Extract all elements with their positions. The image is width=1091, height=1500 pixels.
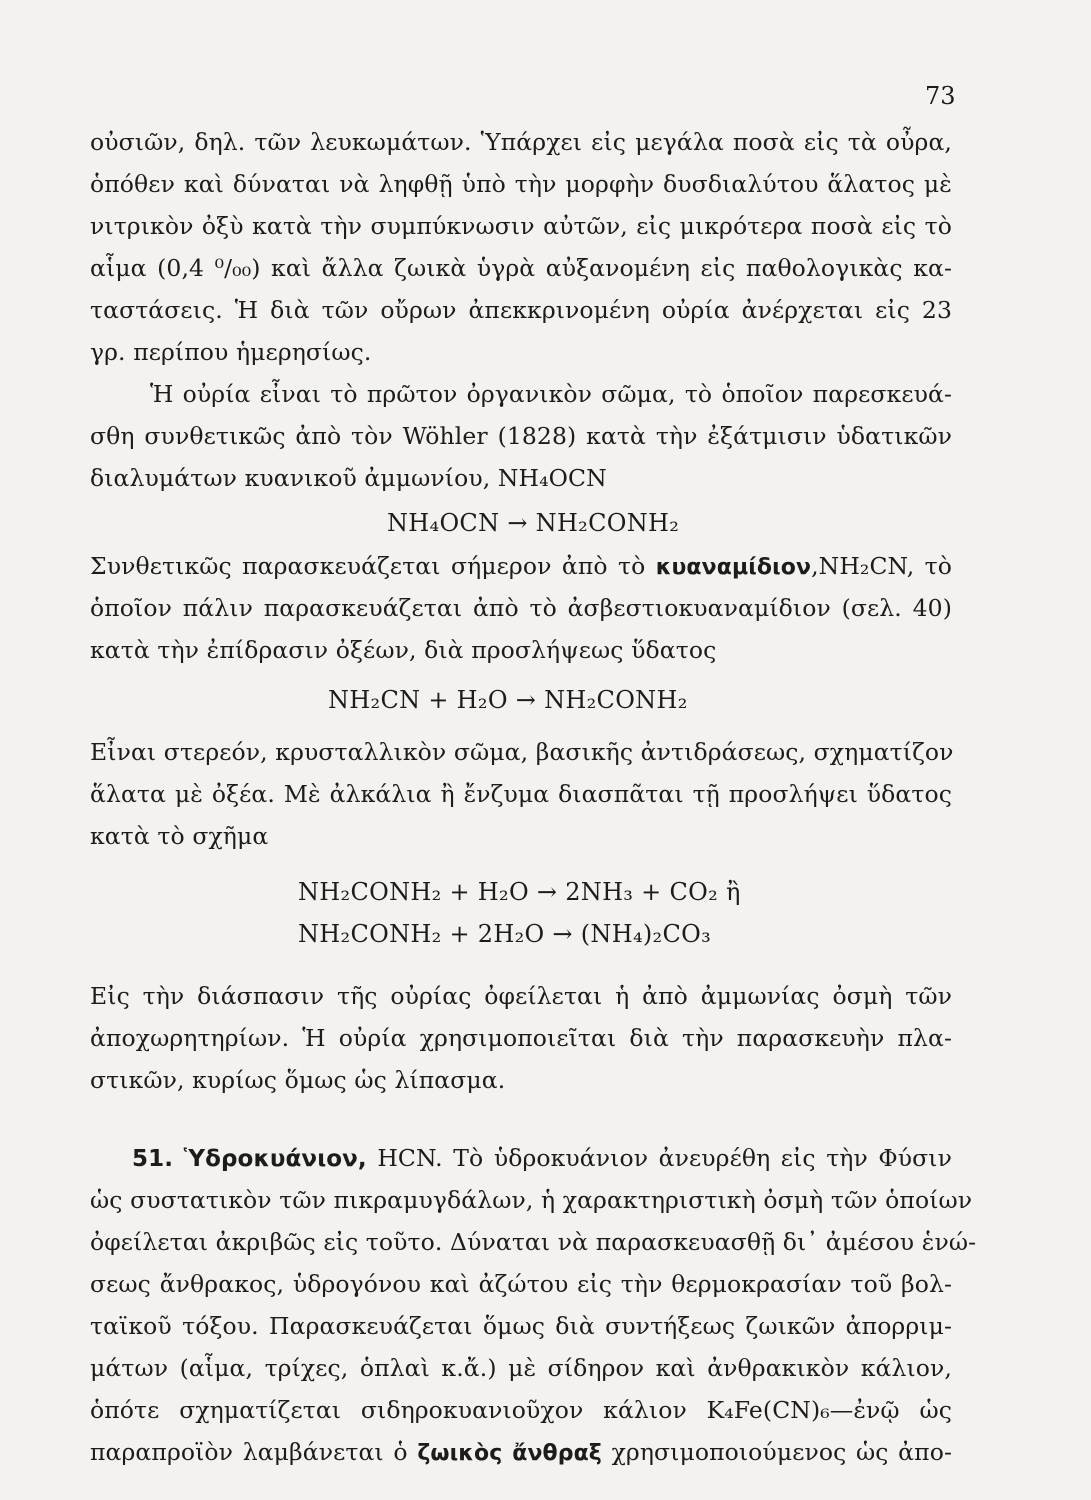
- text-line: Εἶναι στερεόν, κρυσταλλικὸν σῶμα, βασικῆς ἀντιδράσεως, σχηματίζον: [90, 738, 954, 766]
- text-span: Τὸ ὑδροκυάνιον ἀνευρέθη εἰς τὴν Φύσιν: [453, 1144, 952, 1172]
- text-line: σθη συνθετικῶς ἀπὸ τὸν Wöhler (1828) κατὰ τὴν ἐξάτμισιν ὑδατικῶν: [90, 422, 952, 450]
- section-title: Ὑδροκυάνιον,: [183, 1146, 367, 1172]
- text-line: νιτρικὸν ὀξὺ κατὰ τὴν συμπύκνωσιν αὐτῶν, εἰς μικρότερα ποσὰ εἰς τὸ: [90, 212, 952, 240]
- text-line: κατὰ τὸ σχῆμα: [90, 822, 269, 850]
- text-line: ἅλατα μὲ ὀξέα. Μὲ ἀλκάλια ἢ ἔνζυμα διασπᾶται τῇ προσλήψει ὕδατος: [90, 780, 952, 808]
- text-line: ὁπότε σχηματίζεται σιδηροκυανιοῦχον κάλιον K₄Fe(CN)₆—ἐνῷ ὡς: [90, 1396, 952, 1424]
- text-span: Συνθετικῶς παρασκευάζεται σήμερον ἀπὸ τὸ: [90, 552, 646, 580]
- bold-term: κυαναμίδιον: [655, 555, 812, 580]
- section-number: 51.: [132, 1146, 174, 1172]
- text-line: οὐσιῶν, δηλ. τῶν λευκωμάτων. Ὑπάρχει εἰς μεγάλα ποσὰ εἰς τὰ οὖρα,: [90, 128, 952, 156]
- text-line: στικῶν, κυρίως ὅμως ὡς λίπασμα.: [90, 1066, 506, 1094]
- text-line: ὁποῖον πάλιν παρασκευάζεται ἀπὸ τὸ ἀσβεστιοκυαναμίδιον (σελ. 40): [90, 594, 952, 622]
- text-span: παραπροϊὸν λαμβάνεται ὁ: [90, 1438, 408, 1466]
- text-line: [90, 1438, 952, 1466]
- text-line: κατὰ τὴν ἐπίδρασιν ὀξέων, διὰ προσλήψεως ὕδατος: [90, 636, 717, 664]
- text-line: [90, 552, 952, 580]
- text-span: χρησιμοποιούμενος ὡς ἀπο-: [611, 1438, 952, 1466]
- text-line: ὀφείλεται ἀκριβῶς εἰς τοῦτο. Δύναται νὰ παρασκευασθῇ δι᾽ ἀμέσου ἑνώ-: [90, 1228, 977, 1256]
- equation-3: NH₂CONH₂ + H₂O → 2NH₃ + CO₂ ἢ: [298, 878, 741, 906]
- text-line: ταϊκοῦ τόξου. Παρασκευάζεται ὅμως διὰ συντήξεως ζωικῶν ἀπορριμ-: [90, 1312, 952, 1340]
- text-line: ταστάσεις. Ἡ διὰ τῶν οὔρων ἀπεκκρινομένη οὐρία ἀνέρχεται εἰς 23: [90, 296, 952, 324]
- bold-term: ζωικὸς ἄνθραξ: [417, 1441, 602, 1466]
- text-line: ὁπόθεν καὶ δύναται νὰ ληφθῇ ὑπὸ τὴν μορφὴν δυσδιαλύτου ἅλατος μὲ: [90, 170, 952, 198]
- page-number: 73: [925, 82, 956, 110]
- equation-1: NH₄OCN → NH₂CONH₂: [387, 509, 680, 537]
- text-line: αἷμα (0,4 ⁰/₀₀) καὶ ἄλλα ζωικὰ ὑγρὰ αὐξανομένη εἰς παθολογικὰς κα-: [90, 254, 952, 282]
- text-line: Εἰς τὴν διάσπασιν τῆς οὐρίας ὀφείλεται ἡ ἀπὸ ἀμμωνίας ὀσμὴ τῶν: [90, 982, 952, 1010]
- equation-2: NH₂CN + H₂O → NH₂CONH₂: [328, 686, 688, 714]
- text-line: μάτων (αἷμα, τρίχες, ὁπλαὶ κ.ἄ.) μὲ σίδηρον καὶ ἀνθρακικὸν κάλιον,: [90, 1354, 952, 1382]
- section-heading-line: [132, 1144, 952, 1172]
- text-line: Ἡ οὐρία εἶναι τὸ πρῶτον ὀργανικὸν σῶμα, τὸ ὁποῖον παρεσκευά-: [150, 380, 952, 408]
- text-line: σεως ἄνθρακος, ὑδρογόνου καὶ ἀζώτου εἰς τὴν θερμοκρασίαν τοῦ βολ-: [90, 1270, 952, 1298]
- equation-4: NH₂CONH₂ + 2H₂O → (NH₄)₂CO₃: [298, 920, 712, 948]
- text-line: ἀποχωρητηρίων. Ἡ οὐρία χρησιμοποιεῖται διὰ τὴν παρασκευὴν πλα-: [90, 1024, 952, 1052]
- text-line: ὡς συστατικὸν τῶν πικραμυγδάλων, ἡ χαρακτηριστικὴ ὀσμὴ τῶν ὁποίων: [90, 1186, 973, 1214]
- text-line: διαλυμάτων κυανικοῦ ἀμμωνίου, NH₄OCN: [90, 464, 607, 492]
- section-formula: HCN.: [377, 1144, 443, 1172]
- text-span: ,NH₂CN, τὸ: [811, 552, 952, 580]
- text-line: γρ. περίπου ἡμερησίως.: [90, 338, 372, 366]
